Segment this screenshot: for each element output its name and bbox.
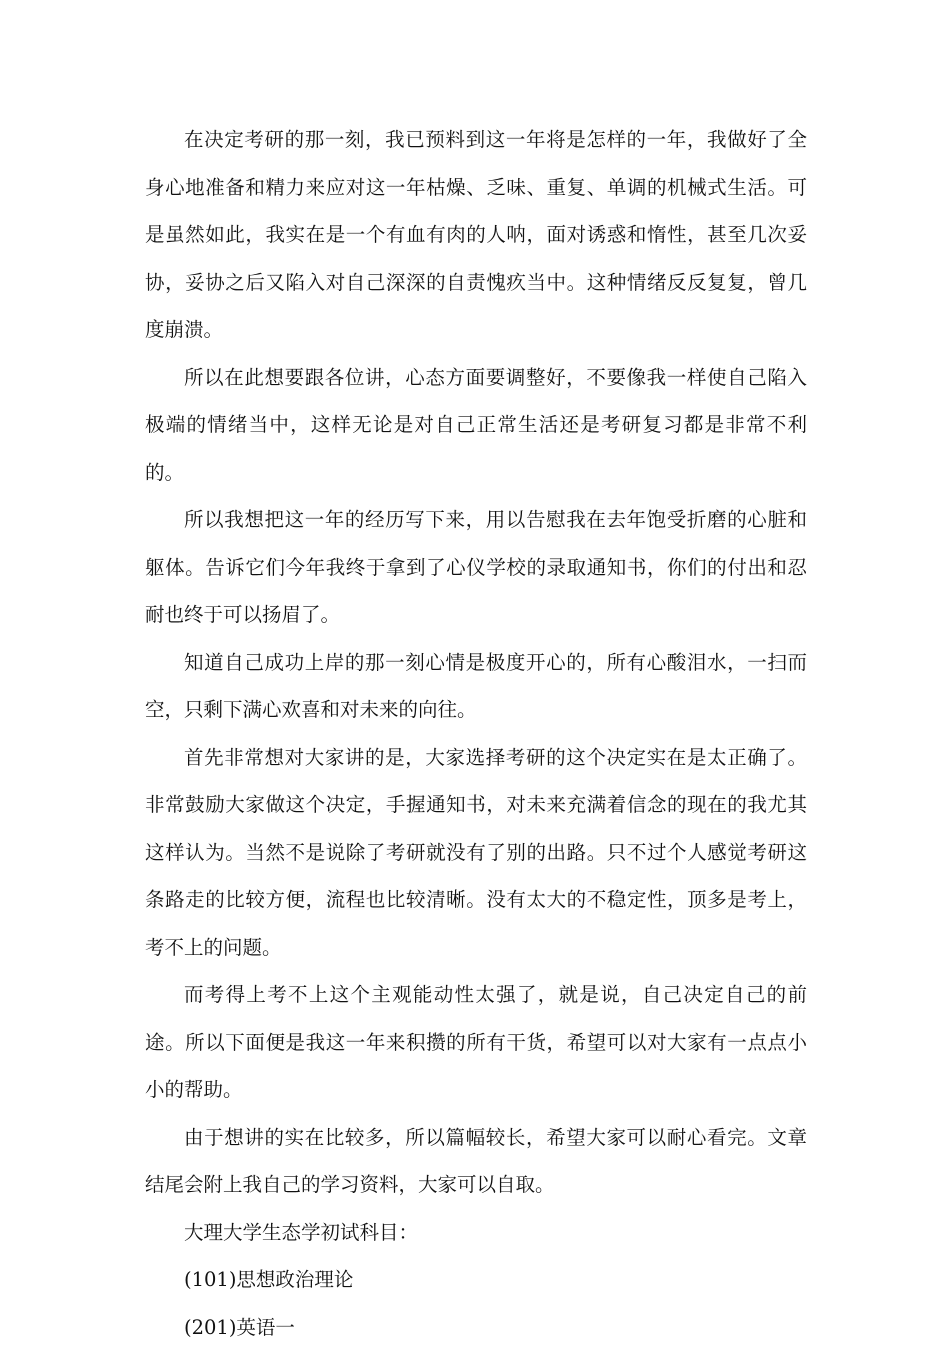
paragraph-subject-english: (201)英语一 <box>145 1304 807 1351</box>
paragraph-decision: 在决定考研的那一刻，我已预料到这一年将是怎样的一年，我做好了全身心地准备和精力来应对这一年枯燥、乏味、重复、单调的机械式生活。可是虽然如此，我实在是一个有血有肉的人呐，面对诱惑和惰性，甚至几次妥协，妥协之后又陷入对自己深深的自责愧疚当中。这种情绪反反复复，曾几度崩溃。 <box>145 116 807 354</box>
paragraph-experience: 所以我想把这一年的经历写下来，用以告慰我在去年饱受折磨的心脏和躯体。告诉它们今年我终于拿到了心仪学校的录取通知书，你们的付出和忍耐也终于可以扬眉了。 <box>145 496 807 639</box>
paragraph-initiative: 而考得上考不上这个主观能动性太强了，就是说，自己决定自己的前途。所以下面便是我这一年来积攒的所有干货，希望可以对大家有一点点小小的帮助。 <box>145 971 807 1114</box>
paragraph-exam-subjects-heading: 大理大学生态学初试科目： <box>145 1209 807 1257</box>
paragraph-subject-politics: (101)思想政治理论 <box>145 1256 807 1304</box>
paragraph-success: 知道自己成功上岸的那一刻心情是极度开心的，所有心酸泪水，一扫而空，只剩下满心欢喜和对未来的向往。 <box>145 639 807 734</box>
paragraph-length-note: 由于想讲的实在比较多，所以篇幅较长，希望大家可以耐心看完。文章结尾会附上我自己的学习资料，大家可以自取。 <box>145 1114 807 1209</box>
paragraph-advice: 首先非常想对大家讲的是，大家选择考研的这个决定实在是太正确了。非常鼓励大家做这个决定，手握通知书，对未来充满着信念的现在的我尤其这样认为。当然不是说除了考研就没有了别的出路。只不过个人感觉考研这条路走的比较方便，流程也比较清晰。没有太大的不稳定性，顶多是考上，考不上的问题。 <box>145 734 807 972</box>
paragraph-mindset: 所以在此想要跟各位讲，心态方面要调整好，不要像我一样使自己陷入极端的情绪当中，这样无论是对自己正常生活还是考研复习都是非常不利的。 <box>145 354 807 497</box>
document-body <box>145 116 807 1351</box>
